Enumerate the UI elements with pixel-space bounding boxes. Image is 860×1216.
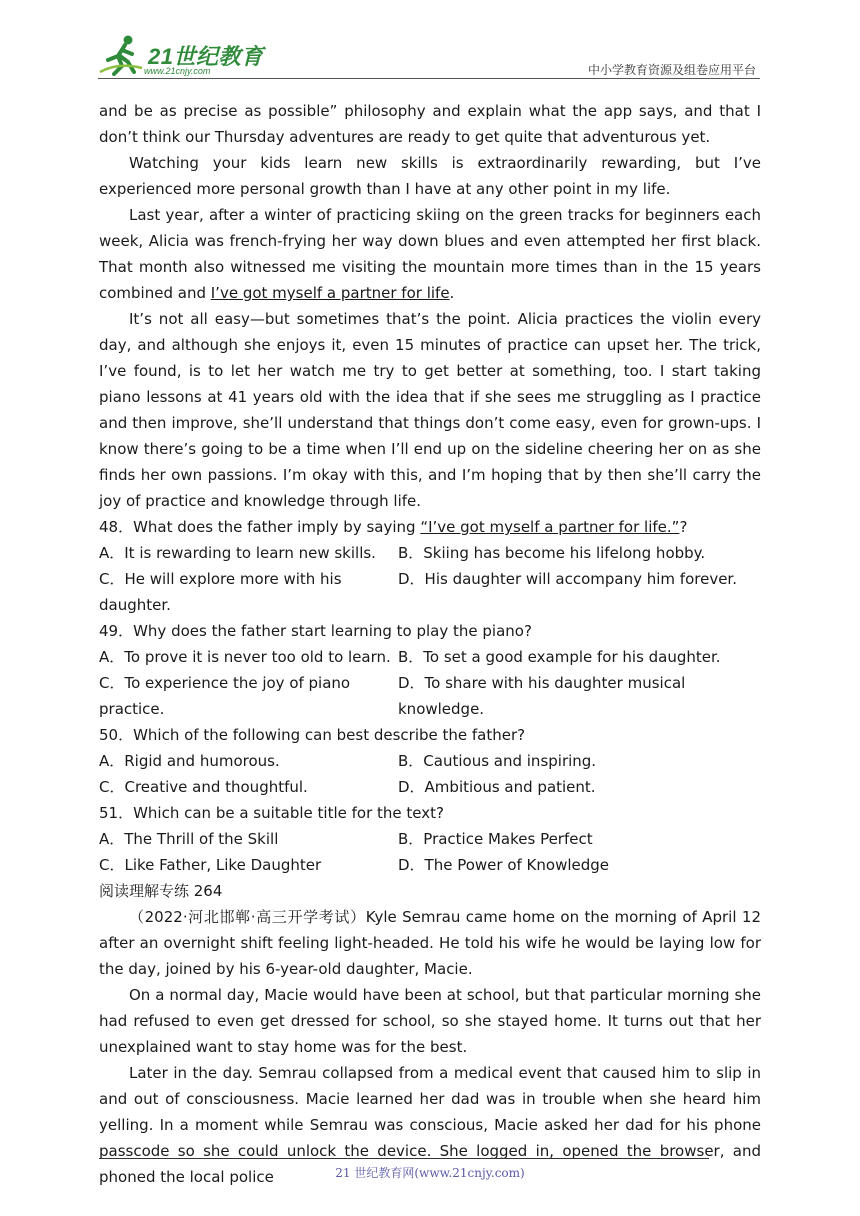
logo-text: 21世纪教育	[148, 44, 264, 69]
options-row	[99, 748, 761, 774]
question-text: 48．What does the father imply by saying	[99, 518, 421, 536]
paragraph	[99, 202, 761, 306]
question-text: ?	[679, 518, 688, 536]
page-header	[98, 28, 760, 80]
paragraph: It’s not all easy—but sometimes that’s the point. Alicia practices the violin every day, and although she enjoys it, even 15 minutes of practice can upset her. The trick, I’ve found, is to let her watch me try to get better at something, too. I start taking piano lessons at 41 years old with the idea that if she sees me struggling as I practice and then improve, she’ll understand that things don’t come easy, even for grown-ups. I know there’s going to be a time when I’ll end up on the sideline cheering her on as she finds her own passions. I’m okay with this, and I’m hoping that by then she’ll carry the joy of practice and knowledge through life.	[99, 310, 761, 510]
paragraph-text: .	[449, 284, 455, 302]
option-a: A．The Thrill of the Skill	[99, 830, 279, 848]
paragraph: Later in the day. Semrau collapsed from a medical event that caused him to slip in and out of consciousness. Macie learned her dad was in trouble when she heard him yelling. In a moment while Semrau was conscious, Macie asked her dad for his phone passcode so she could unlock the device. She logged in, opened the browser, and phoned the local police	[99, 1064, 761, 1186]
underlined-phrase: I’ve got myself a partner for life	[210, 284, 450, 302]
underlined-quote: “I’ve got myself a partner for life.”	[420, 518, 680, 536]
options-row	[99, 644, 761, 670]
option-b: B．Practice Makes Perfect	[398, 830, 593, 848]
options-row	[99, 826, 761, 852]
option-a: A．To prove it is never too old to learn.	[99, 648, 391, 666]
paragraph: Watching your kids learn new skills is extraordinarily rewarding, but I’ve experienced more personal growth than I have at any other point in my life.	[99, 154, 761, 198]
section-heading: 阅读理解专练 264	[99, 882, 223, 900]
option-d: D．His daughter will accompany him forever.	[398, 570, 737, 588]
option-a: A．Rigid and humorous.	[99, 752, 280, 770]
footer-divider	[99, 1158, 709, 1159]
option-d: D．To share with his daughter musical knowledge.	[398, 674, 686, 718]
header-divider	[98, 78, 760, 79]
option-c: C．Like Father, Like Daughter	[99, 856, 322, 874]
paragraph: and be as precise as possible” philosophy and explain what the app says, and that I don’t think our Thursday adventures are ready to get quite that adventurous yet.	[99, 102, 761, 146]
option-c: C．Creative and thoughtful.	[99, 778, 308, 796]
runner-icon	[98, 32, 148, 76]
option-b: B．To set a good example for his daughter.	[398, 648, 721, 666]
paragraph: On a normal day, Macie would have been at school, but that particular morning she had refused to even get dressed for school, so she stayed home. It turns out that her unexplained want to stay home was for the best.	[99, 986, 761, 1056]
document-body	[99, 98, 761, 1190]
options-row	[99, 852, 761, 878]
question-48-stem	[99, 514, 761, 540]
paragraph-text: Last year, after a winter of practicing skiing on the green tracks for beginners each week, Alicia was french-frying her way down blues and even attempted her first black. That month also witnessed me visiting the mountain more times than in the 15 years combined and	[99, 206, 761, 302]
question-49-stem: 49．Why does the father start learning to play the piano?	[99, 622, 532, 640]
option-b: B．Skiing has become his lifelong hobby.	[398, 544, 706, 562]
option-b: B．Cautious and inspiring.	[398, 752, 597, 770]
logo-url: www.21cnjy.com	[144, 66, 211, 76]
question-50-stem: 50．Which of the following can best describe the father?	[99, 726, 526, 744]
page-footer: 21 世纪教育网(www.21cnjy.com)	[335, 1166, 525, 1180]
question-51-stem: 51．Which can be a suitable title for the text?	[99, 804, 444, 822]
option-c: C．He will explore more with his daughter.	[99, 570, 342, 614]
brand-logo	[98, 32, 268, 74]
option-d: D．The Power of Knowledge	[398, 856, 610, 874]
paragraph: （2022·河北邯郸·高三开学考试）Kyle Semrau came home on the morning of April 12 after an overnight shift feeling light-headed. He told his wife he would be laying low for the day, joined by his 6-year-old daughter, Macie.	[99, 908, 761, 978]
options-row	[99, 670, 761, 722]
option-a: A．It is rewarding to learn new skills.	[99, 544, 376, 562]
options-row	[99, 540, 761, 566]
option-c: C．To experience the joy of piano practice.	[99, 674, 351, 718]
option-d: D．Ambitious and patient.	[398, 778, 596, 796]
options-row	[99, 774, 761, 800]
options-row	[99, 566, 761, 618]
platform-name: 中小学教育资源及组卷应用平台	[587, 63, 756, 77]
